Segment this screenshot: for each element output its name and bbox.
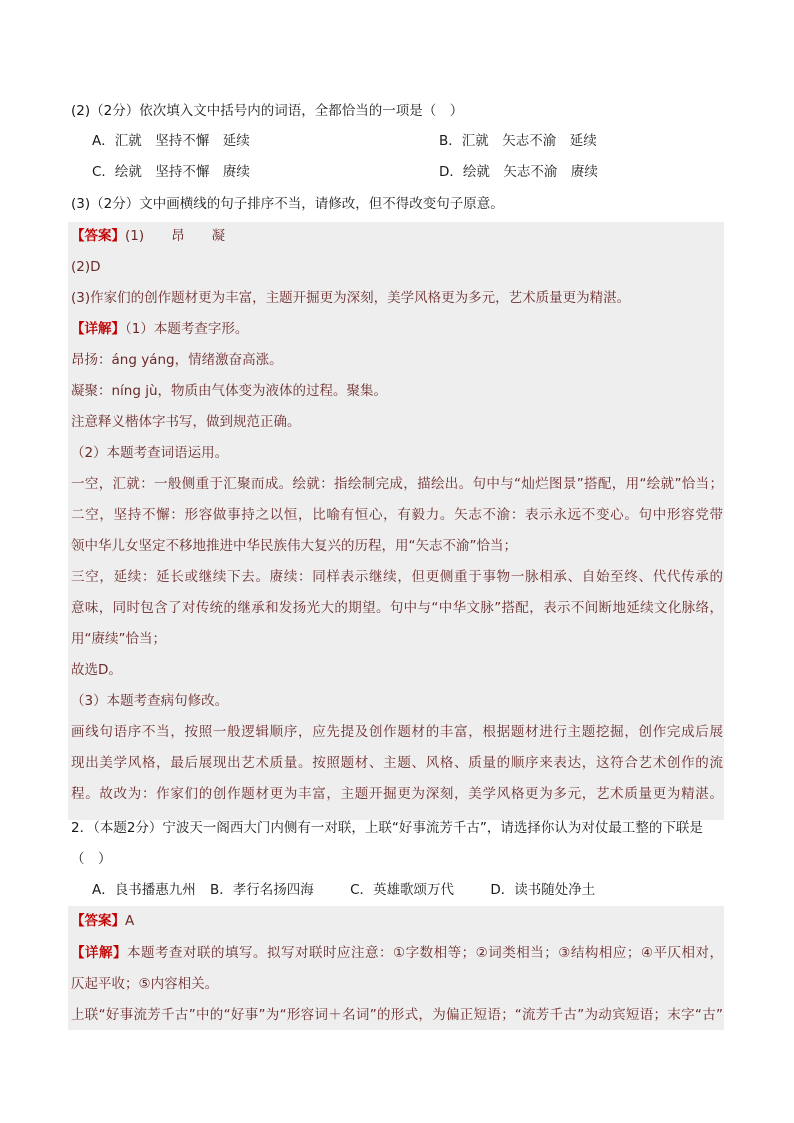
answer-1-line-2: (2)D: [71, 259, 101, 275]
detail-1-line-6: 一空，汇就：一般侧重于汇聚而成。绘就：指绘制完成，描绘出。句中与“灿烂图景”搭配，用“绘就”恰当；: [71, 476, 723, 492]
detail-1-line-14: 画线句语序不当，按照一般逻辑顺序，应先提及创作题材的丰富，根据题材进行主题挖掘，创作完成后展: [71, 724, 723, 740]
detail-1-line-5: （2）本题考查词语运用。: [71, 445, 229, 461]
detail-1-line-13: （3）本题考查病句修改。: [71, 693, 229, 709]
option-a: A．良书播惠九州: [92, 882, 196, 898]
detail-2-line-3: 上联“好事流芳千古”中的“好事”为“形容词＋名词”的形式，为偏正短语；“流芳千古”为动宾短语；末字“古”: [71, 1007, 723, 1023]
option-d: D．绘就 矢志不渝 赓续: [439, 164, 598, 180]
answer-2-text: A: [125, 913, 135, 929]
detail-2-line-2: 仄起平收；⑤内容相关。: [71, 976, 219, 992]
detail-1-line-3: 凝聚：níng jù，物质由气体变为液体的过程。聚集。: [71, 383, 388, 399]
answer-1-line-3: (3)作家们的创作题材更为丰富，主题开掘更为深刻，美学风格更为多元，艺术质量更为精湛。: [71, 290, 631, 306]
detail-1-line-8: 领中华儿女坚定不移地推进中华民族伟大复兴的历程，用“矢志不渝”恰当；: [71, 538, 517, 554]
detail-1-line-15: 现出美学风格，最后展现出艺术质量。按照题材、主题、风格、质量的顺序来表达，这符合艺术创作的流: [71, 755, 723, 771]
answer-1-text: (1) 昂 凝: [125, 228, 226, 244]
answer-tag: 【答案】: [71, 228, 125, 244]
detail-1-line-4: 注意释义楷体字书写，做到规范正确。: [71, 414, 301, 430]
answer-tag: 【答案】: [71, 913, 125, 929]
question-2-options-row-2: [92, 162, 652, 182]
option-c: C．绘就 坚持不懈 赓续: [92, 164, 250, 180]
option-b: B．汇就 矢志不渝 延续: [439, 133, 597, 149]
question-couplet-options: [92, 880, 595, 900]
detail-1-line-12: 故选D。: [71, 662, 122, 678]
detail-1-line-16: 程。故改为：作家们的创作题材更为丰富，主题开掘更为深刻，美学风格更为多元，艺术质量更为精湛。: [71, 786, 723, 802]
detail-1-line-7: 二空，坚持不懈：形容做事持之以恒，比喻有恒心，有毅力。矢志不渝：表示永远不变心。句中形容党带: [71, 507, 723, 523]
answer-2-line: [71, 911, 134, 931]
detail-1-line-11: 用“赓续”恰当；: [71, 631, 166, 647]
detail-1-line-2: 昂扬：áng yáng，情绪激奋高涨。: [71, 352, 283, 368]
question-2-stem: (2)（2分）依次填入文中括号内的词语，全都恰当的一项是（ ）: [71, 103, 464, 119]
option-a: A．汇就 坚持不懈 延续: [92, 133, 250, 149]
option-d: D．读书随处净土: [490, 882, 596, 898]
question-3-stem: (3)（2分）文中画横线的句子排序不当，请修改，但不得改变句子原意。: [71, 196, 504, 212]
detail-2-line-1: [71, 943, 723, 963]
option-c: C．英雄歌颂万代: [350, 882, 455, 898]
detail-1-line-10: 意味，同时包含了对传统的继承和发扬光大的期望。句中与“中华文脉”搭配，表示不间断地延续文化脉络，: [71, 600, 723, 616]
detail-tag: 【详解】: [71, 945, 128, 961]
question-2-options-row-1: [92, 131, 652, 151]
question-couplet-stem-2: （ ）: [71, 851, 112, 867]
option-b: B．孝行名扬四海: [210, 882, 314, 898]
detail-1-line-9: 三空，延续：延长或继续下去。赓续：同样表示继续，但更侧重于事物一脉相承、自始至终、代代传承的: [71, 569, 723, 585]
detail-2-text: 本题考查对联的填写。拟写对联时应注意：①字数相等；②词类相当；③结构相应；④平仄相对，: [127, 945, 723, 961]
question-couplet-stem-1: 2．（本题2分）宁波天一阁西大门内侧有一对联，上联“好事流芳千古”，请选择你认为对仗最工整的下联是: [71, 820, 703, 836]
detail-1-text: （1）本题考查字形。: [125, 321, 249, 337]
detail-1-line-1: [71, 319, 248, 339]
detail-tag: 【详解】: [71, 321, 125, 337]
answer-1-line-1: [71, 226, 225, 246]
